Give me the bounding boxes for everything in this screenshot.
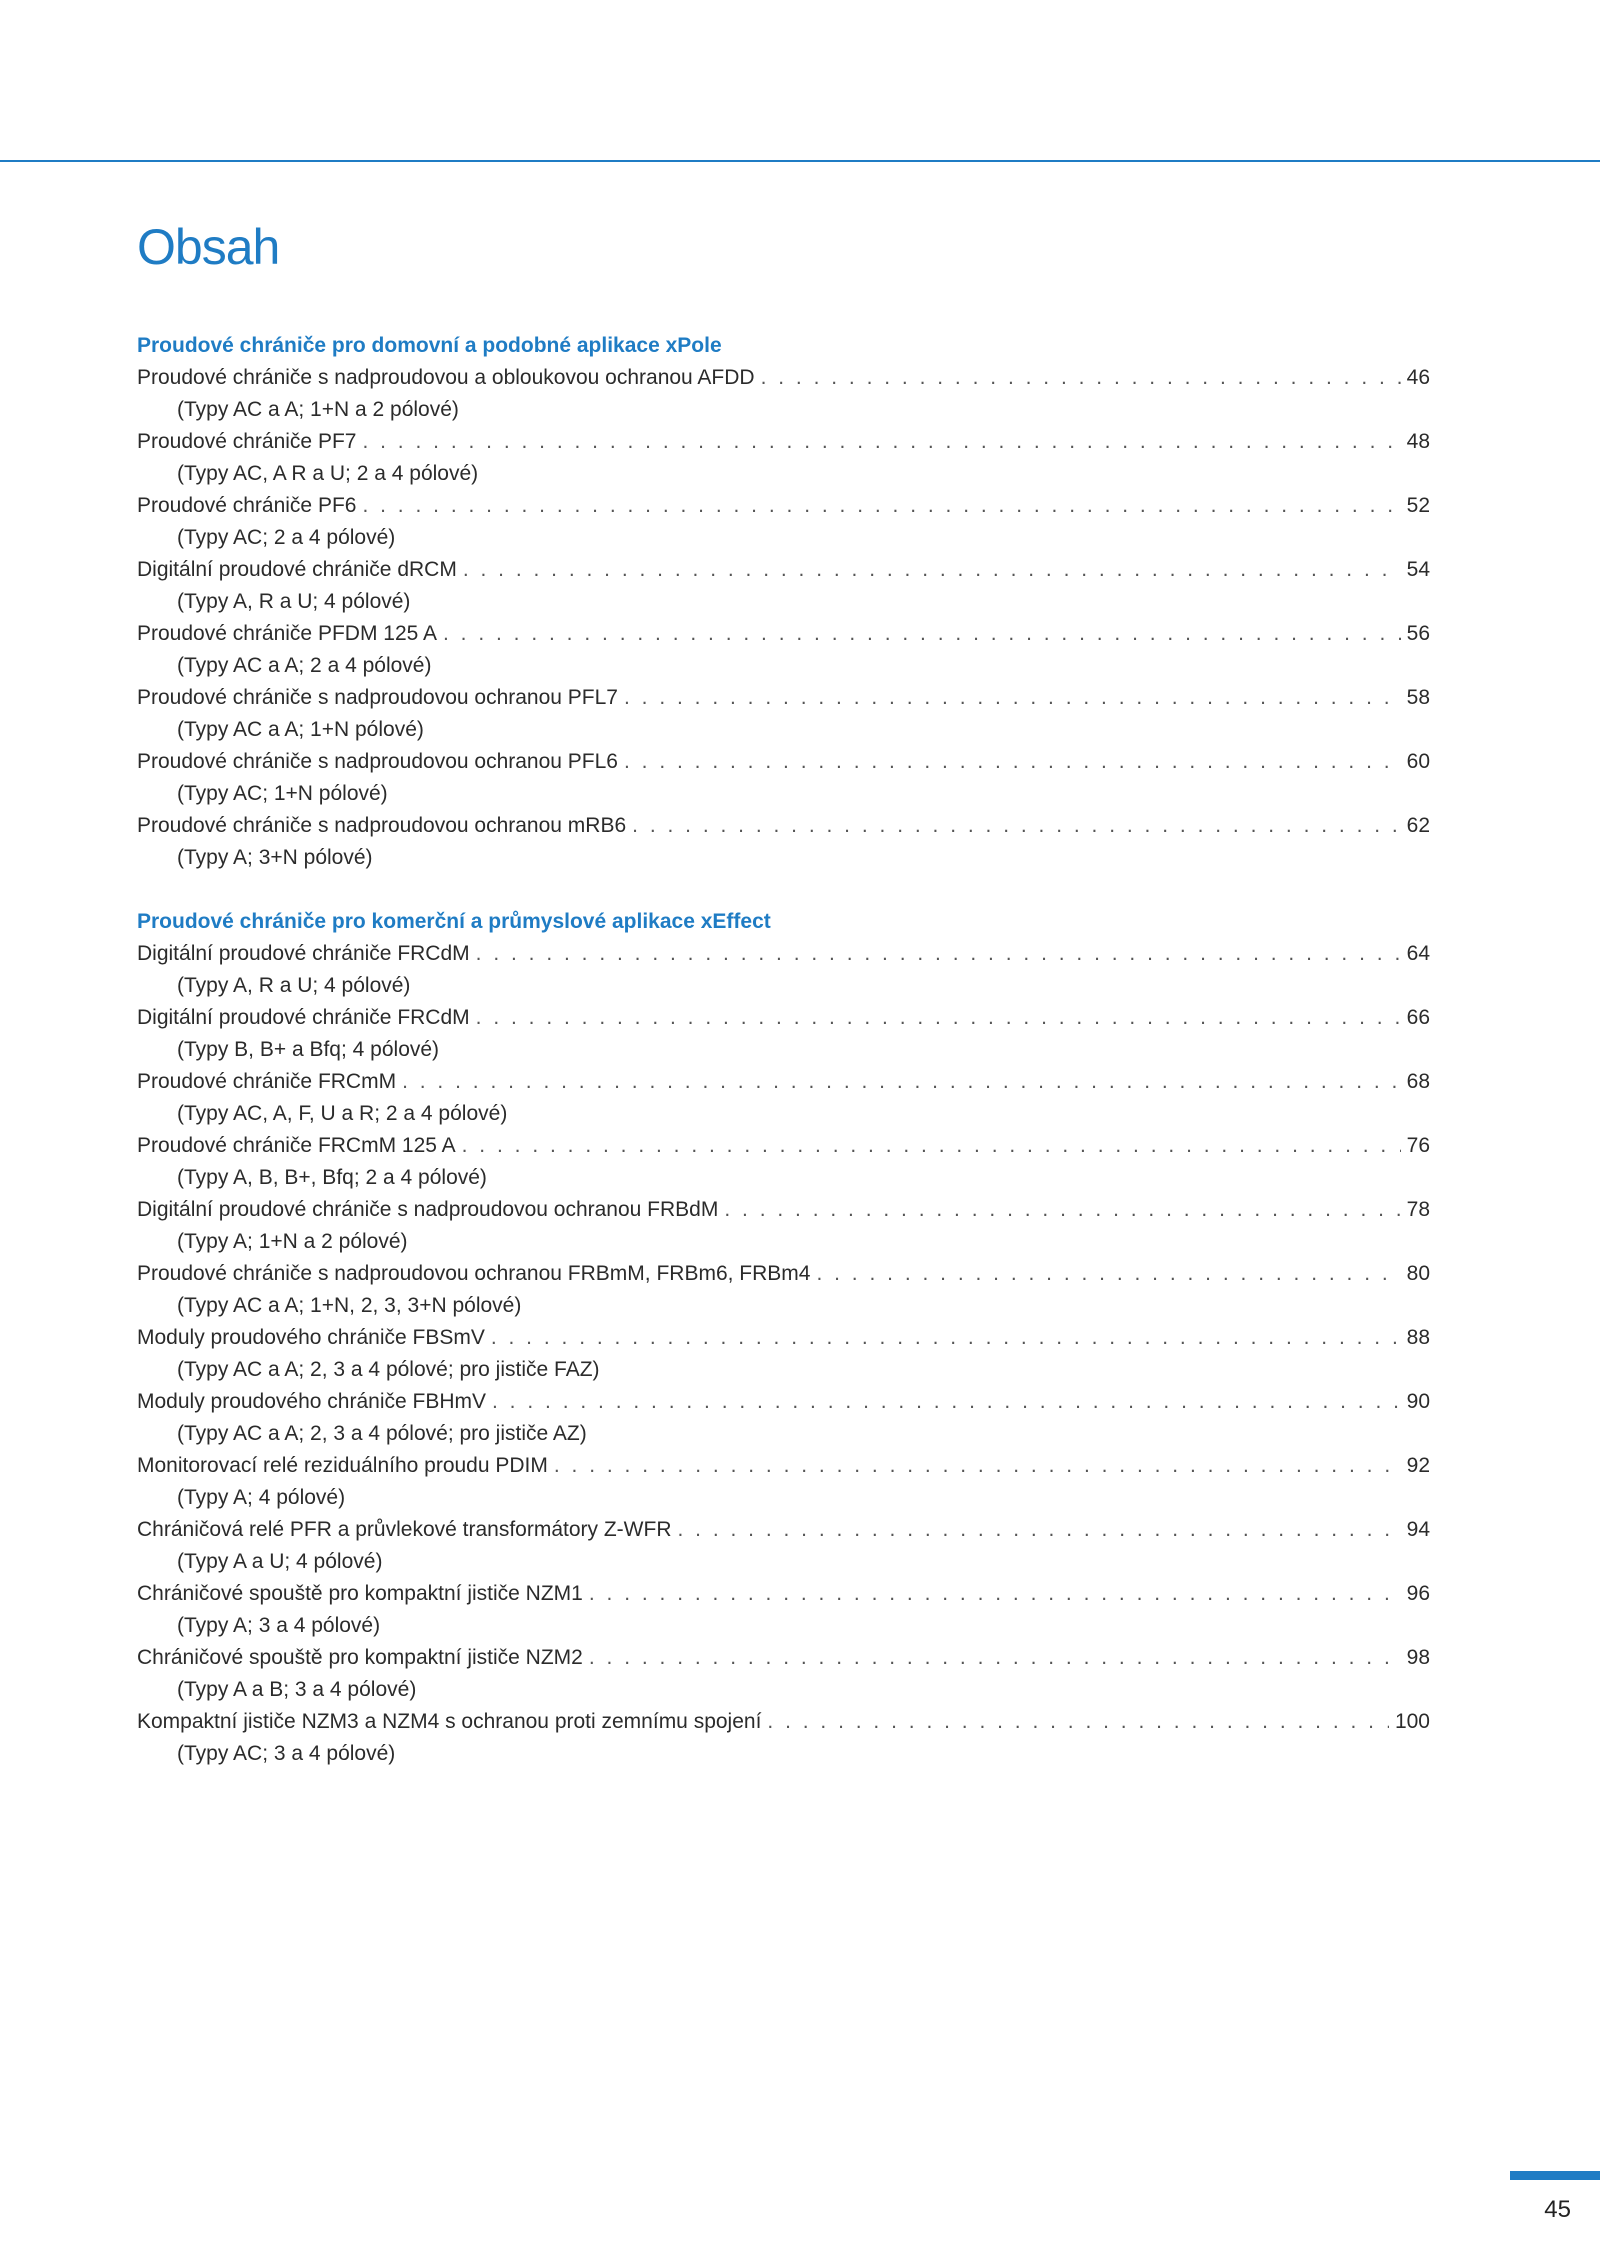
entry-page-number: 92 xyxy=(1406,1454,1430,1477)
dot-leader xyxy=(443,618,1401,650)
toc-section-xpole xyxy=(137,330,1430,874)
entry-subtitle: (Typy AC a A; 1+N, 2, 3, 3+N pólové) xyxy=(177,1294,522,1317)
entry-title: Proudové chrániče FRCmM xyxy=(137,1070,397,1093)
table-of-contents xyxy=(137,330,1430,1770)
dot-leader xyxy=(589,1642,1401,1674)
entry-subtitle: (Typy A a U; 4 pólové) xyxy=(177,1550,383,1573)
entry-subtitle: (Typy AC a A; 2, 3 a 4 pólové; pro jističe FAZ) xyxy=(177,1358,600,1381)
entry-title: Digitální proudové chrániče FRCdM xyxy=(137,942,470,965)
entry-subtitle: (Typy AC a A; 1+N pólové) xyxy=(177,718,424,741)
entry-subtitle: (Typy A; 3 a 4 pólové) xyxy=(177,1614,381,1637)
dot-leader xyxy=(761,362,1401,394)
entry-page-number: 66 xyxy=(1406,1006,1430,1029)
entry-subtitle: (Typy A, B, B+, Bfq; 2 a 4 pólové) xyxy=(177,1166,487,1189)
entry-title: Proudové chrániče PFDM 125 A xyxy=(137,622,437,645)
toc-entry[interactable] xyxy=(137,1002,1430,1066)
toc-entry[interactable] xyxy=(137,1386,1430,1450)
toc-entry[interactable] xyxy=(137,1258,1430,1322)
entry-page-number: 62 xyxy=(1406,814,1430,837)
entry-subtitle: (Typy AC a A; 1+N a 2 pólové) xyxy=(177,398,459,421)
entry-title: Proudové chrániče s nadproudovou a obloukovou ochranou AFDD xyxy=(137,366,755,389)
toc-entry[interactable] xyxy=(137,554,1430,618)
entry-subtitle: (Typy AC a A; 2, 3 a 4 pólové; pro jističe AZ) xyxy=(177,1422,587,1445)
dot-leader xyxy=(816,1258,1400,1290)
entry-title: Kompaktní jističe NZM3 a NZM4 s ochranou proti zemnímu spojení xyxy=(137,1710,762,1733)
entry-page-number: 96 xyxy=(1406,1582,1430,1605)
entry-title: Chráničové spouště pro kompaktní jističe NZM2 xyxy=(137,1646,583,1669)
entry-title: Moduly proudového chrániče FBHmV xyxy=(137,1390,487,1413)
dot-leader xyxy=(624,682,1401,714)
dot-leader xyxy=(678,1514,1401,1546)
entry-title: Proudové chrániče s nadproudovou ochranou PFL6 xyxy=(137,750,618,773)
dot-leader xyxy=(491,1322,1401,1354)
section-heading: Proudové chrániče pro komerční a průmyslové aplikace xEffect xyxy=(137,910,771,933)
toc-entry[interactable] xyxy=(137,938,1430,1002)
entry-page-number: 56 xyxy=(1406,622,1430,645)
entry-subtitle: (Typy A, R a U; 4 pólové) xyxy=(177,590,411,613)
toc-entry[interactable] xyxy=(137,1706,1430,1770)
entry-title: Digitální proudové chrániče FRCdM xyxy=(137,1006,470,1029)
toc-entry[interactable] xyxy=(137,682,1430,746)
toc-entry[interactable] xyxy=(137,1450,1430,1514)
entry-page-number: 94 xyxy=(1406,1518,1430,1541)
entry-title: Chráničové spouště pro kompaktní jističe NZM1 xyxy=(137,1582,583,1605)
toc-entry[interactable] xyxy=(137,1514,1430,1578)
toc-entry[interactable] xyxy=(137,1322,1430,1386)
entry-title: Proudové chrániče s nadproudovou ochranou mRB6 xyxy=(137,814,627,837)
dot-leader xyxy=(589,1578,1401,1610)
entry-page-number: 76 xyxy=(1406,1134,1430,1157)
entry-title: Proudové chrániče s nadproudovou ochranou PFL7 xyxy=(137,686,618,709)
entry-subtitle: (Typy AC; 2 a 4 pólové) xyxy=(177,526,396,549)
entry-title: Digitální proudové chrániče s nadproudovou ochranou FRBdM xyxy=(137,1198,719,1221)
dot-leader xyxy=(476,1002,1401,1034)
page-number: 45 xyxy=(1544,2196,1571,2223)
entry-page-number: 48 xyxy=(1406,430,1430,453)
toc-entry[interactable] xyxy=(137,1578,1430,1642)
dot-leader xyxy=(462,1130,1401,1162)
entry-title: Proudové chrániče FRCmM 125 A xyxy=(137,1134,456,1157)
entry-subtitle: (Typy A; 3+N pólové) xyxy=(177,846,373,869)
entry-page-number: 80 xyxy=(1406,1262,1430,1285)
entry-page-number: 100 xyxy=(1394,1710,1430,1733)
dot-leader xyxy=(476,938,1401,970)
dot-leader xyxy=(767,1706,1389,1738)
toc-entry[interactable] xyxy=(137,490,1430,554)
dot-leader xyxy=(492,1386,1401,1418)
entry-title: Moduly proudového chrániče FBSmV xyxy=(137,1326,485,1349)
toc-entry[interactable] xyxy=(137,618,1430,682)
entry-subtitle: (Typy AC; 3 a 4 pólové) xyxy=(177,1742,396,1765)
entry-subtitle: (Typy A a B; 3 a 4 pólové) xyxy=(177,1678,417,1701)
toc-entry[interactable] xyxy=(137,746,1430,810)
page-title: Obsah xyxy=(137,219,280,275)
toc-entry[interactable] xyxy=(137,810,1430,874)
entry-page-number: 90 xyxy=(1406,1390,1430,1413)
section-heading: Proudové chrániče pro domovní a podobné aplikace xPole xyxy=(137,334,722,357)
header-rule xyxy=(0,160,1600,162)
entry-title: Proudové chrániče PF6 xyxy=(137,494,357,517)
toc-entry[interactable] xyxy=(137,1194,1430,1258)
entry-page-number: 78 xyxy=(1406,1198,1430,1221)
entry-subtitle: (Typy AC, A R a U; 2 a 4 pólové) xyxy=(177,462,479,485)
entry-subtitle: (Typy AC a A; 2 a 4 pólové) xyxy=(177,654,432,677)
entry-title: Proudové chrániče s nadproudovou ochranou FRBmM, FRBm6, FRBm4 xyxy=(137,1262,811,1285)
dot-leader xyxy=(624,746,1401,778)
entry-subtitle: (Typy AC; 1+N pólové) xyxy=(177,782,388,805)
toc-entry[interactable] xyxy=(137,362,1430,426)
toc-entry[interactable] xyxy=(137,1130,1430,1194)
dot-leader xyxy=(724,1194,1400,1226)
dot-leader xyxy=(632,810,1400,842)
entry-page-number: 64 xyxy=(1406,942,1430,965)
entry-title: Monitorovací relé reziduálního proudu PDIM xyxy=(137,1454,548,1477)
dot-leader xyxy=(362,490,1400,522)
toc-entry[interactable] xyxy=(137,1642,1430,1706)
entry-page-number: 98 xyxy=(1406,1646,1430,1669)
dot-leader xyxy=(463,554,1401,586)
entry-page-number: 58 xyxy=(1406,686,1430,709)
toc-entry[interactable] xyxy=(137,1066,1430,1130)
footer-accent-bar xyxy=(1510,2171,1600,2180)
entry-page-number: 52 xyxy=(1406,494,1430,517)
toc-entry[interactable] xyxy=(137,426,1430,490)
dot-leader xyxy=(362,426,1400,458)
entry-subtitle: (Typy A; 1+N a 2 pólové) xyxy=(177,1230,408,1253)
entry-title: Proudové chrániče PF7 xyxy=(137,430,357,453)
entry-page-number: 68 xyxy=(1406,1070,1430,1093)
entry-subtitle: (Typy A, R a U; 4 pólové) xyxy=(177,974,411,997)
entry-page-number: 46 xyxy=(1406,366,1430,389)
entry-subtitle: (Typy AC, A, F, U a R; 2 a 4 pólové) xyxy=(177,1102,508,1125)
entry-title: Digitální proudové chrániče dRCM xyxy=(137,558,457,581)
entry-page-number: 54 xyxy=(1406,558,1430,581)
toc-section-xeffect xyxy=(137,906,1430,1770)
entry-subtitle: (Typy A; 4 pólové) xyxy=(177,1486,346,1509)
dot-leader xyxy=(554,1450,1401,1482)
entry-subtitle: (Typy B, B+ a Bfq; 4 pólové) xyxy=(177,1038,440,1061)
entry-page-number: 60 xyxy=(1406,750,1430,773)
entry-page-number: 88 xyxy=(1406,1326,1430,1349)
entry-title: Chráničová relé PFR a průvlekové transformátory Z-WFR xyxy=(137,1518,672,1541)
dot-leader xyxy=(402,1066,1401,1098)
